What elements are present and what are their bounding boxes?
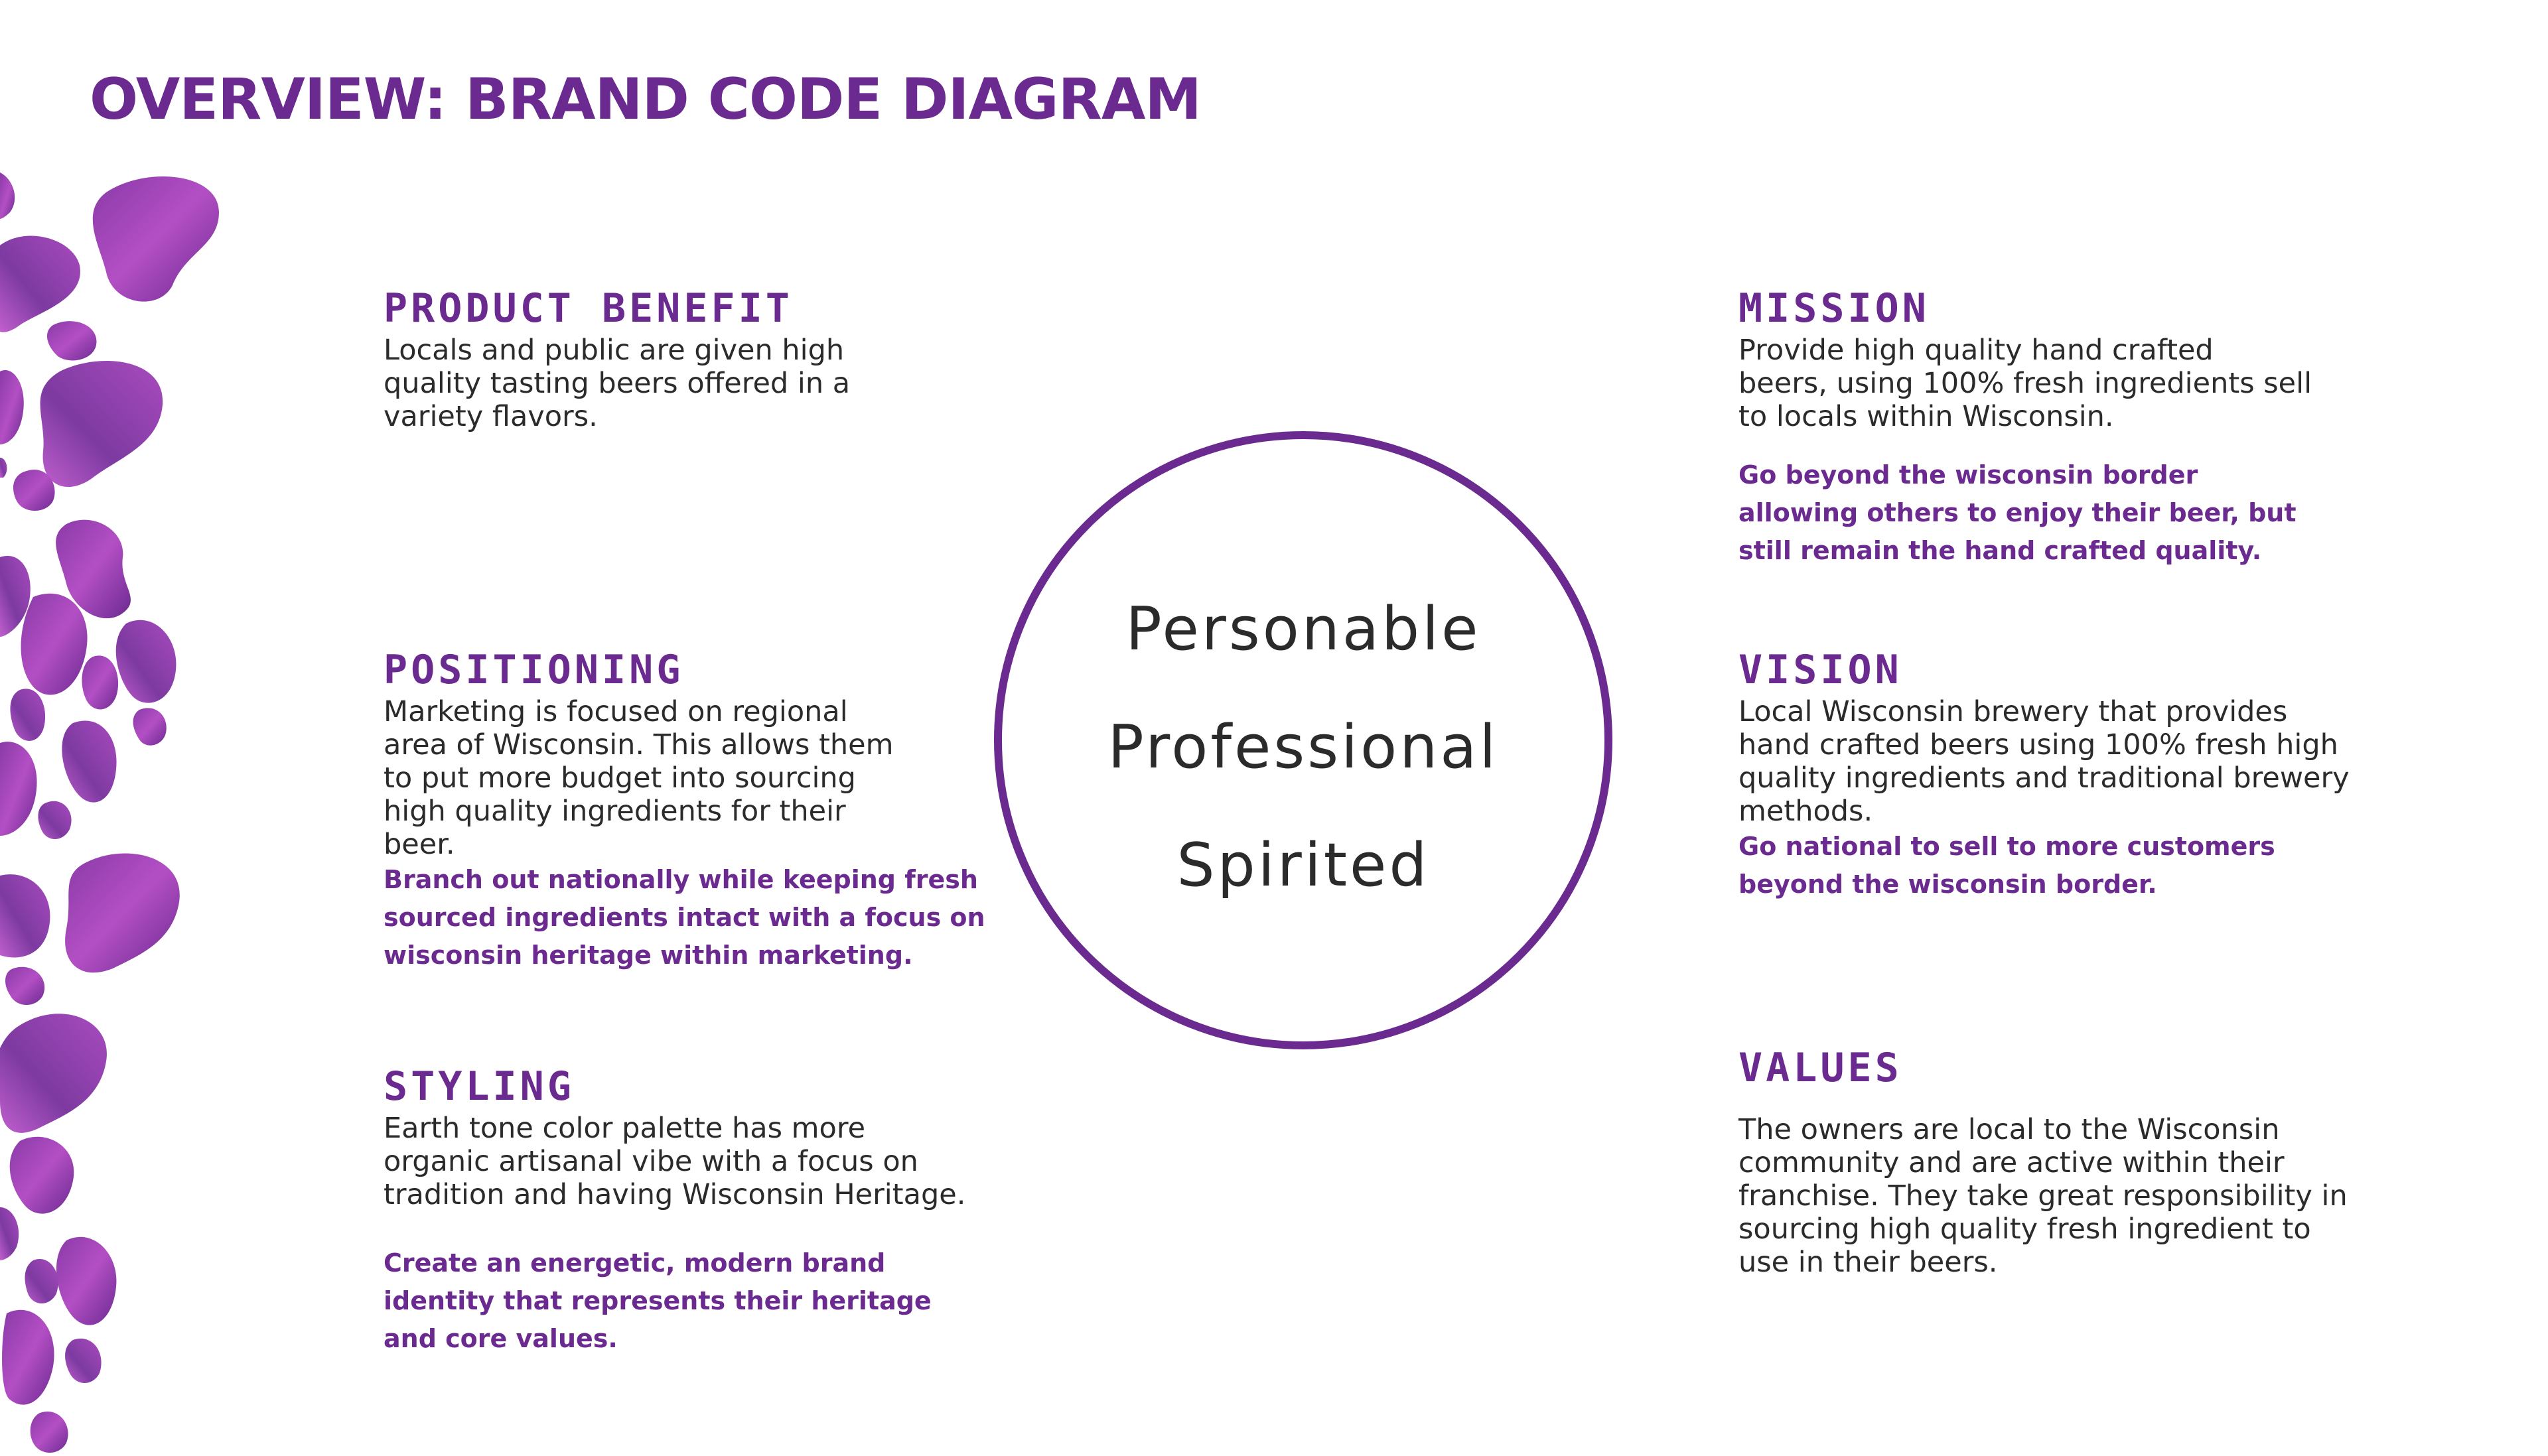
product-benefit-text: Locals and public are given high quality tasting beers offered in a variety flavors. [384, 334, 851, 433]
vision-heading: VISION [1738, 647, 1902, 693]
positioning-goal: Branch out nationally while keeping fresh sourced ingredients intact with a focus on wisconsin heritage within marketing. [384, 865, 985, 970]
page-title: OVERVIEW: BRAND CODE DIAGRAM [90, 66, 1201, 133]
trait-personable: Personable [1125, 594, 1481, 664]
trait-professional: Professional [1107, 712, 1499, 782]
vision-section [1738, 647, 2350, 903]
styling-heading: STYLING [384, 1063, 575, 1110]
positioning-section [384, 647, 985, 974]
brand-traits-circle [994, 431, 1612, 1049]
values-text: The owners are local to the Wisconsin community and are active within their franchise. They take great responsibility in sourcing high quality fresh ingredient to use in their beers. [1738, 1113, 2348, 1279]
product-benefit-section [384, 285, 851, 433]
mission-section [1738, 285, 2312, 570]
vision-goal: Go national to sell to more customers beyond the wisconsin border. [1738, 832, 2275, 899]
mission-text: Provide high quality hand crafted beers, using 100% fresh ingredients sell to locals within Wisconsin. [1738, 334, 2312, 433]
trait-spirited: Spirited [1176, 830, 1430, 900]
mission-heading: MISSION [1738, 285, 1930, 332]
mission-goal: Go beyond the wisconsin border allowing others to enjoy their beer, but still remain the hand crafted quality. [1738, 460, 2297, 565]
values-heading: VALUES [1738, 1045, 1902, 1091]
styling-goal: Create an energetic, modern brand identity that represents their heritage and core values. [384, 1248, 932, 1353]
values-section [1738, 1045, 2348, 1279]
vision-text: Local Wisconsin brewery that provides hand crafted beers using 100% fresh high quality ingredients and traditional brewery methods. [1738, 695, 2350, 828]
styling-text: Earth tone color palette has more organic artisanal vibe with a focus on tradition and having Wisconsin Heritage. [384, 1112, 966, 1211]
decorative-blob-pattern [0, 172, 239, 1456]
product-benefit-heading: PRODUCT BENEFIT [384, 285, 793, 332]
positioning-heading: POSITIONING [384, 647, 684, 693]
styling-section [384, 1063, 966, 1358]
positioning-text: Marketing is focused on regional area of Wisconsin. This allows them to put more budget into sourcing high quality ingredients for their beer. [384, 695, 894, 861]
